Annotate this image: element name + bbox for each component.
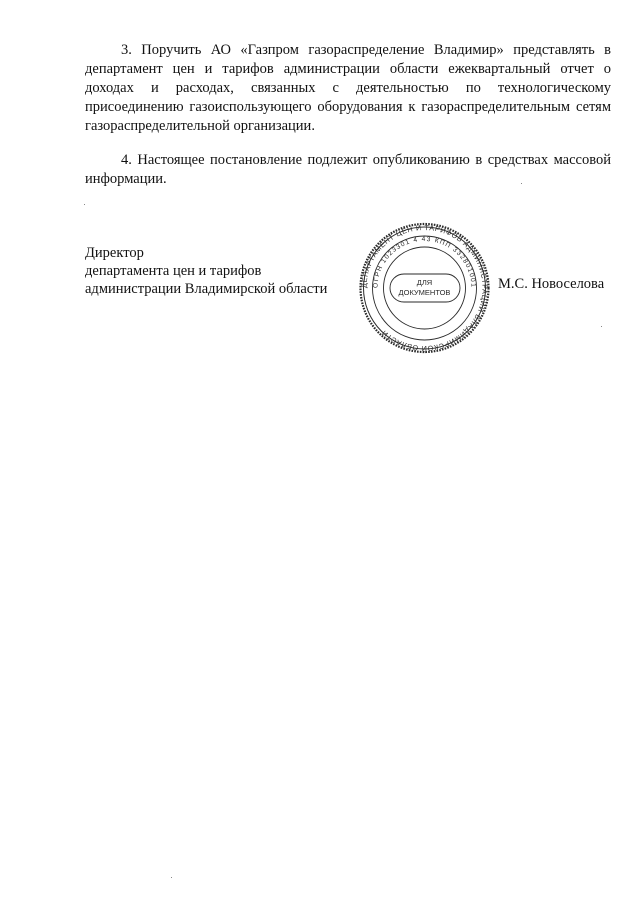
- official-seal-stamp: [356, 222, 493, 354]
- scan-speck: [601, 326, 602, 327]
- seal-inner-ring-text: ОГРН 1023301 4 43 КПП 332801001: [372, 235, 477, 289]
- seal-center-line-1: ДЛЯ: [416, 278, 433, 287]
- signatory-department: департамента цен и тарифов: [85, 263, 262, 279]
- signatory-name: М.С. Новоселова: [498, 276, 605, 292]
- signatory-position: Директор: [85, 245, 144, 261]
- seal-center-line-2: ДОКУМЕНТОВ: [398, 288, 451, 297]
- scan-speck: [171, 877, 172, 878]
- signatory-administration: администрации Владимирской области: [85, 281, 328, 297]
- paragraph-item-3: 3. Поручить АО «Газпром газораспределение Владимир» представлять в департамент цен и тарифов администрации области ежеквартальный отчет о доходах и расходах, связанных с деятельностью по технологическому присоединению газоиспользующего оборудования к газораспределительным сетям газораспределительной организации.: [85, 42, 611, 134]
- signatory-title-block: [85, 244, 327, 298]
- scan-speck: [84, 204, 85, 205]
- paragraph-item-4: 4. Настоящее постановление подлежит опубликованию в средствах массовой информации.: [85, 152, 611, 187]
- seal-outer-ring-text: ДЕПАРТАМЕНТ ЦЕН И ТАРИФОВ АДМИНИСТРАЦИИ ВЛАДИМИРСКОЙ ОБЛАСТИ: [359, 222, 490, 354]
- scan-speck: [521, 183, 522, 184]
